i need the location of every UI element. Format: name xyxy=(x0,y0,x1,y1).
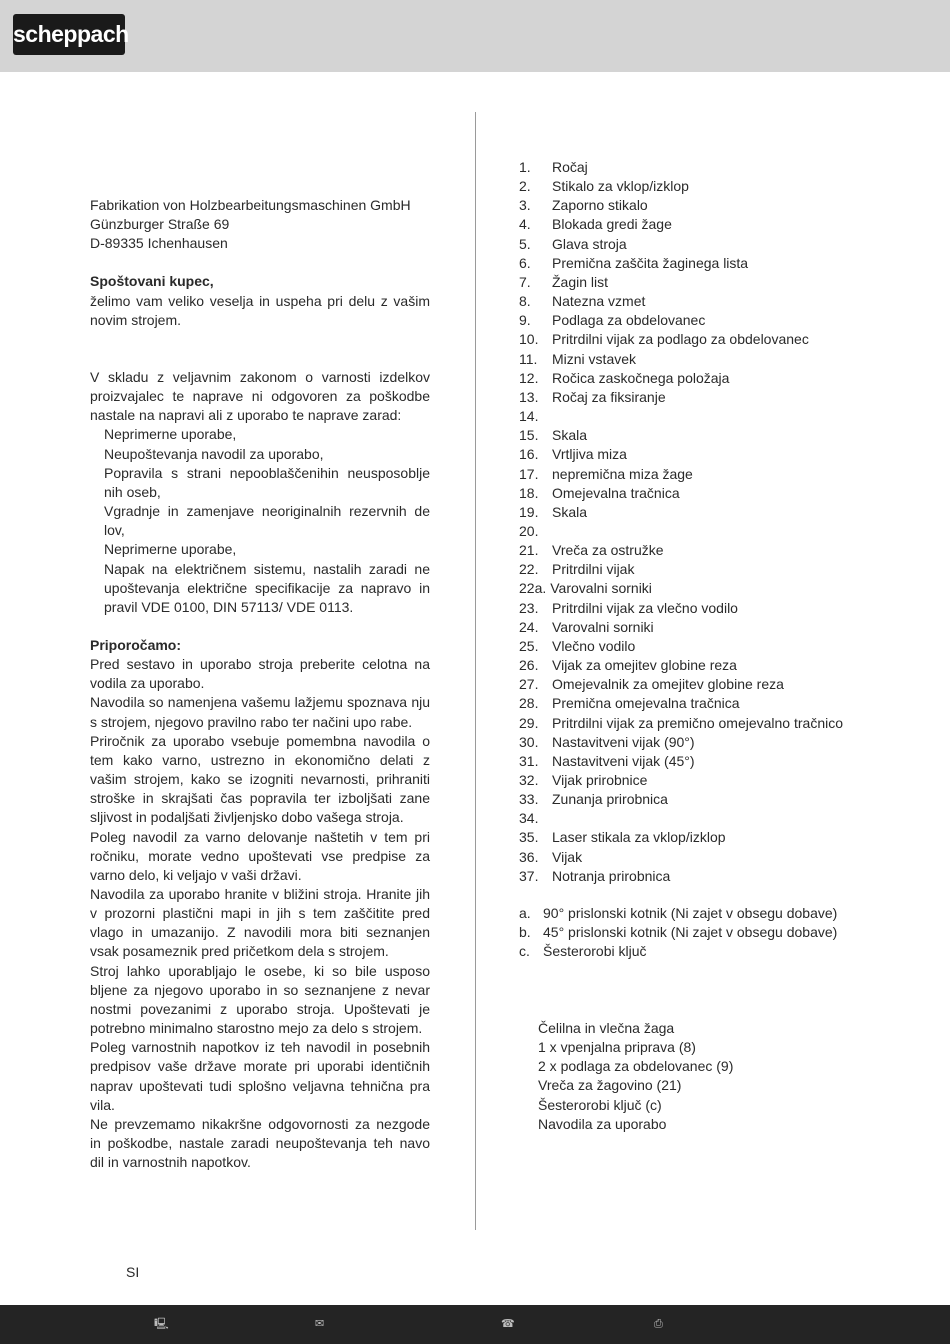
part-number: 15. xyxy=(519,427,539,444)
part-number: 21. xyxy=(519,542,539,559)
parts-list-item xyxy=(519,484,879,503)
part-number: 31. xyxy=(519,752,539,769)
part-number: 28. xyxy=(519,695,539,712)
computer-icon: 🖳 xyxy=(154,1318,169,1330)
parts-list-item xyxy=(519,522,879,541)
accessory-letter: c. xyxy=(519,943,530,960)
parts-list-item xyxy=(519,215,879,234)
part-number: 14. xyxy=(519,408,539,425)
page-header xyxy=(0,0,950,72)
parts-list-item xyxy=(519,752,879,771)
part-label: Mizni vstavek xyxy=(552,350,637,367)
accessory-item xyxy=(519,904,879,923)
part-label: Pritrdilni vijak za podlago za obdelovanec xyxy=(552,331,809,348)
part-number: 11. xyxy=(519,350,538,367)
delivery-item: Navodila za uporabo xyxy=(538,1115,667,1132)
part-number: 30. xyxy=(519,733,539,750)
left-column xyxy=(90,196,430,1172)
liability-item: Neprimerne uporabe, xyxy=(104,541,237,558)
parts-list-item xyxy=(519,445,879,464)
part-number: 22a. xyxy=(519,580,547,597)
part-label: Varovalni sorniki xyxy=(552,618,654,635)
parts-list-item xyxy=(519,848,879,867)
liability-item: Neprimerne uporabe, xyxy=(104,426,237,443)
parts-list-item xyxy=(519,656,879,675)
part-number: 5. xyxy=(519,235,531,252)
part-number: 36. xyxy=(519,848,539,865)
delivery-item: 1 x vpenjalna priprava (8) xyxy=(538,1039,696,1056)
accessory-label: Šesterorobi ključ xyxy=(543,943,647,960)
part-label: Vijak xyxy=(552,848,583,865)
parts-list-item xyxy=(519,694,879,713)
parts-list-item xyxy=(519,407,879,426)
page-footer xyxy=(0,1305,950,1344)
scheppach-logo: scheppach xyxy=(13,14,125,55)
accessory-label: 90° prislonski kotnik (Ni zajet v obsegu dobave) xyxy=(543,905,838,921)
parts-list-item xyxy=(519,465,879,484)
part-label: Omejevalna tračnica xyxy=(552,484,680,501)
part-number: 26. xyxy=(519,657,539,674)
part-number: 25. xyxy=(519,637,539,654)
part-label: Pritrdilni vijak xyxy=(552,561,635,578)
parts-list-item xyxy=(519,369,879,388)
recommend-paragraph: Pred sestavo in uporabo stroja preberite celotna na vodila za uporabo. xyxy=(90,656,430,692)
liability-intro: V skladu z veljavnim zakonom o varnosti izdelkov proizvajalec te naprave ni odgovoren za poškodbe nastale na napravi ali z uporabo te naprave zarad: xyxy=(90,368,430,424)
recommend-paragraph: Navodila za uporabo hranite v bližini stroja. Hranite jih v prozorni plastični mapi in jih s tem zaščitite pred vlago in umazanijo. Z navodili mora biti seznanjen vsak posameznik pred pričetkom dela s strojem. xyxy=(90,886,430,960)
parts-list-item xyxy=(519,235,879,254)
part-number: 17. xyxy=(519,465,539,482)
accessory-item xyxy=(519,942,879,961)
liability-item: Vgradnje in zamenjave neoriginalnih rezervnih de lov, xyxy=(104,503,430,539)
part-label: Ročaj xyxy=(552,159,588,175)
greeting-title: Spoštovani kupec, xyxy=(90,273,214,290)
part-label: Notranja prirobnica xyxy=(552,867,671,884)
parts-list-item xyxy=(519,254,879,273)
manufacturer-address xyxy=(90,196,430,253)
parts-list-item xyxy=(519,426,879,445)
part-number: 37. xyxy=(519,867,539,884)
part-number: 20. xyxy=(519,522,539,539)
parts-list-item xyxy=(519,828,879,847)
part-number: 7. xyxy=(519,273,531,290)
part-label: Pritrdilni vijak za premično omejevalno tračnico xyxy=(552,714,844,731)
part-number: 24. xyxy=(519,618,539,635)
part-label: Stikalo za vklop/izklop xyxy=(552,178,689,195)
part-number: 33. xyxy=(519,791,539,808)
part-label: Skala xyxy=(552,427,588,444)
part-number: 27. xyxy=(519,676,539,693)
part-label: Vreča za ostružke xyxy=(552,542,664,559)
email-icon: ✉ xyxy=(315,1318,325,1330)
column-divider xyxy=(475,112,476,1230)
accessory-label: 45° prislonski kotnik (Ni zajet v obsegu dobave) xyxy=(543,924,838,941)
recommend-paragraph: Stroj lahko uporabljajo le osebe, ki so bile usposo bljene za njegovo uporabo in so seznanjene z nevar nostmi povezanimi z uporabo stroja. Upoštevati je potrebno minimalno starostno mejo za delo s strojem. xyxy=(90,962,430,1037)
parts-list-item xyxy=(519,541,879,560)
delivery-item: Čelilna in vlečna žaga xyxy=(538,1020,675,1036)
parts-list-item xyxy=(519,599,879,618)
part-label: Zunanja prirobnica xyxy=(552,791,668,808)
part-label: Skala xyxy=(552,503,588,520)
delivery-item: 2 x podlaga za obdelovanec (9) xyxy=(538,1058,734,1075)
part-number: 12. xyxy=(519,369,539,386)
parts-list-item xyxy=(519,771,879,790)
part-number: 22. xyxy=(519,561,539,578)
delivery-scope-list xyxy=(538,1019,878,1134)
part-number: 9. xyxy=(519,312,531,329)
manufacturer-city: D-89335 Ichenhausen xyxy=(90,235,228,252)
parts-list-item xyxy=(519,273,879,292)
part-number: 6. xyxy=(519,254,531,271)
part-label: Žagin list xyxy=(552,273,609,290)
parts-list-item xyxy=(519,579,879,598)
part-label: Blokada gredi žage xyxy=(552,216,672,233)
part-label: Glava stroja xyxy=(552,235,627,252)
recommend-paragraph: Navodila so namenjena vašemu lažjemu spoznava nju s strojem, njegovo pravilno rabo ter načini upo rabe. xyxy=(90,694,430,730)
part-number: 19. xyxy=(519,503,539,520)
accessories-list xyxy=(519,904,879,961)
part-label: Vlečno vodilo xyxy=(552,637,636,654)
part-label: Premična omejevalna tračnica xyxy=(552,695,740,712)
part-number: 18. xyxy=(519,484,539,501)
part-label: Nastavitveni vijak (90°) xyxy=(552,733,695,750)
parts-list-item xyxy=(519,733,879,752)
part-label: Pritrdilni vijak za vlečno vodilo xyxy=(552,599,738,616)
part-number: 2. xyxy=(519,178,531,195)
liability-item: Popravila s strani nepooblaščenihin neusposoblje nih oseb, xyxy=(104,464,430,500)
part-label: Laser stikala za vklop/izklop xyxy=(552,829,726,846)
parts-list-item xyxy=(519,809,879,828)
parts-list-item xyxy=(519,714,879,733)
manufacturer-street: Günzburger Straße 69 xyxy=(90,216,230,233)
part-label: Nastavitveni vijak (45°) xyxy=(552,752,695,769)
parts-list-item xyxy=(519,560,879,579)
parts-list-item xyxy=(519,675,879,694)
parts-list-item xyxy=(519,790,879,809)
part-label: Podlaga za obdelovanec xyxy=(552,312,706,329)
parts-list-item xyxy=(519,350,879,369)
part-number: 1. xyxy=(519,159,531,175)
parts-list-item xyxy=(519,196,879,215)
delivery-item: Vreča za žagovino (21) xyxy=(538,1077,682,1094)
part-number: 34. xyxy=(519,810,539,827)
recommend-paragraph: Poleg varnostnih napotkov iz teh navodil in posebnih predpisov vaše države morate pri uporabi identičnih naprav upoštevati tudi splošno veljavna tehnična pra vila. xyxy=(90,1039,430,1113)
part-number: 23. xyxy=(519,599,539,616)
liability-item: Neupoštevanja navodil za uporabo, xyxy=(104,445,324,462)
recommend-paragraph: Priročnik za uporabo vsebuje pomembna navodila o tem kako varno, ustrezno in ekonomično delati z vašim strojem, kako se izogniti nevarnosti, prihraniti stroške in skrajšati čas popravila ter izboljšati zane sljivost in podaljšati življenjsko dobo vašega stroja. xyxy=(90,732,430,826)
manufacturer-name: Fabrikation von Holzbearbeitungsmaschinen GmbH xyxy=(90,197,411,213)
part-number: 8. xyxy=(519,293,531,310)
parts-list-item xyxy=(519,311,879,330)
parts-list-item xyxy=(519,388,879,407)
part-number: 29. xyxy=(519,714,539,731)
liability-item: Napak na električnem sistemu, nastalih zaradi ne upoštevanja električne specifikacije za napravo in pravil VDE 0100, DIN 57113/ VDE 0113. xyxy=(104,560,430,615)
parts-list-item xyxy=(519,330,879,349)
part-number: 10. xyxy=(519,331,539,348)
parts-list-item xyxy=(519,618,879,637)
part-label: Varovalni sorniki xyxy=(550,580,652,597)
part-label: nepremična miza žage xyxy=(552,465,693,482)
parts-list-item xyxy=(519,637,879,656)
part-label: Vrtljiva miza xyxy=(552,446,627,463)
liability-list xyxy=(90,425,430,617)
part-label: Natezna vzmet xyxy=(552,293,646,310)
parts-list xyxy=(519,158,879,886)
greeting-text: želimo vam veliko veselja in uspeha pri delu z vašim novim strojem. xyxy=(90,292,430,328)
recommend-paragraph: Ne prevzemamo nikakršne odgovornosti za nezgode in poškodbe, nastale zaradi neupoštevanja teh navo dil in varnostnih napotkov. xyxy=(90,1115,430,1171)
parts-list-item xyxy=(519,292,879,311)
language-code: SI xyxy=(126,1264,140,1280)
part-number: 13. xyxy=(519,388,539,405)
fax-icon: ⎙ xyxy=(654,1318,663,1330)
recommend-paragraph: Poleg navodil za varno delovanje naštetih v tem pri ročniku, morate vedno upoštevati vse predpise za varno delo, ki veljajo v vaši državi. xyxy=(90,828,430,883)
part-label: Ročaj za fiksiranje xyxy=(552,388,666,405)
part-number: 4. xyxy=(519,216,531,233)
parts-list-item xyxy=(519,177,879,196)
phone-icon: ☎ xyxy=(501,1318,515,1330)
part-label: Ročica zaskočnega položaja xyxy=(552,369,730,386)
part-label: Zaporno stikalo xyxy=(552,197,648,214)
part-label: Vijak prirobnice xyxy=(552,772,648,788)
part-number: 35. xyxy=(519,829,539,846)
part-number: 3. xyxy=(519,197,531,214)
part-label: Vijak za omejitev globine reza xyxy=(552,657,737,674)
delivery-item: Šesterorobi ključ (c) xyxy=(538,1096,662,1113)
recommend-title: Priporočamo: xyxy=(90,636,182,653)
part-label: Omejevalnik za omejitev globine reza xyxy=(552,676,784,693)
parts-list-item xyxy=(519,867,879,886)
part-number: 32. xyxy=(519,772,539,788)
parts-list-item xyxy=(519,503,879,522)
accessory-letter: a. xyxy=(519,905,531,921)
accessory-item xyxy=(519,923,879,942)
accessory-letter: b. xyxy=(519,924,531,941)
part-number: 16. xyxy=(519,446,539,463)
part-label: Premična zaščita žaginega lista xyxy=(552,254,749,271)
parts-list-item xyxy=(519,158,879,177)
